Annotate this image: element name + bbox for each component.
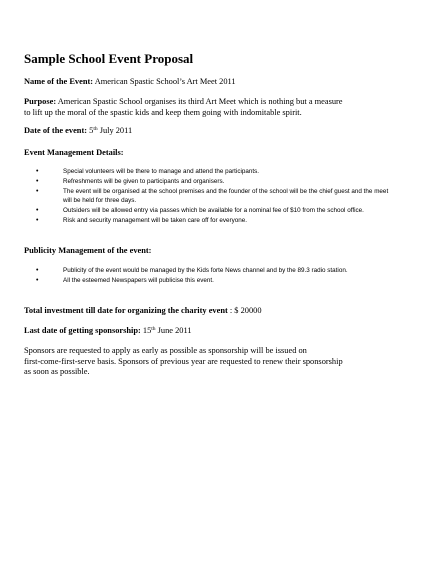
bullet-icon: • bbox=[36, 168, 39, 175]
management-heading: Event Management Details: bbox=[24, 148, 124, 157]
list-item: • All the esteemed Newspapers will publicise this event. bbox=[36, 276, 214, 284]
event-date-rest: July 2011 bbox=[99, 126, 133, 135]
event-name-line bbox=[24, 77, 236, 88]
page-title: Sample School Event Proposal bbox=[24, 51, 194, 66]
purpose-line-1 bbox=[24, 97, 380, 108]
sponsorship-deadline-rest: June 2011 bbox=[157, 326, 192, 335]
investment-line bbox=[24, 306, 262, 317]
purpose-text-1: American Spastic School organises its third Art Meet which is nothing but a measure bbox=[57, 97, 343, 106]
event-date-suffix: th bbox=[93, 126, 98, 132]
list-item: • Publicity of the event would be managed by the Kids forte News channel and by the 89.3 radio station. bbox=[36, 267, 348, 274]
management-list bbox=[0, 167, 393, 226]
sponsorship-deadline-day: 15 bbox=[142, 326, 152, 335]
event-date-line bbox=[24, 126, 132, 137]
event-date-day: 5 bbox=[89, 126, 94, 135]
bullet-icon: • bbox=[36, 207, 39, 215]
publicity-list bbox=[0, 266, 393, 286]
closing-line-2: first-come-first-serve basis. Sponsors of previous year are requested to renew their sponsorship bbox=[24, 356, 343, 366]
investment-label: Total investment till date for organizing the charity event bbox=[24, 306, 228, 315]
publicity-heading: Publicity Management of the event: bbox=[24, 246, 152, 255]
purpose-label: Purpose: bbox=[24, 97, 57, 106]
list-item: • Special volunteers will be there to manage and attend the participants. bbox=[36, 168, 260, 175]
sponsorship-deadline-line bbox=[24, 326, 192, 337]
list-item: • Outsiders will be allowed entry via passes which be available for a nominal fee of $10 from the school office. bbox=[36, 207, 364, 215]
closing-paragraph bbox=[24, 346, 380, 378]
sponsorship-deadline-label: Last date of getting sponsorship: bbox=[24, 326, 141, 335]
list-item: • The event will be organised at the school premises and the founder of the school will be the chief guest and the meet will be held for three days. bbox=[36, 187, 389, 205]
event-name-value: American Spastic School’s Art Meet 2011 bbox=[94, 77, 236, 86]
investment-value: : $ 20000 bbox=[229, 306, 262, 315]
closing-line-3: as soon as possible. bbox=[24, 367, 90, 376]
purpose-paragraph bbox=[24, 97, 380, 118]
list-item: • Refreshments will be given to participants and organisers. bbox=[36, 177, 225, 185]
sponsorship-deadline-suffix: th bbox=[151, 326, 156, 332]
purpose-text-2: to lift up the moral of the spastic kids and keep them going with indomitable spirit. bbox=[24, 107, 302, 117]
bullet-icon: • bbox=[36, 187, 39, 195]
bullet-icon: • bbox=[36, 276, 39, 284]
event-date-label: Date of the event: bbox=[24, 126, 88, 135]
bullet-icon: • bbox=[36, 177, 39, 185]
closing-line-1: Sponsors are requested to apply as early as possible as sponsorship will be issued on bbox=[24, 346, 307, 355]
list-item: • Risk and security management will be taken care off for everyone. bbox=[36, 216, 247, 224]
bullet-icon: • bbox=[36, 267, 39, 274]
event-name-label: Name of the Event: bbox=[24, 77, 94, 86]
bullet-icon: • bbox=[36, 216, 39, 224]
